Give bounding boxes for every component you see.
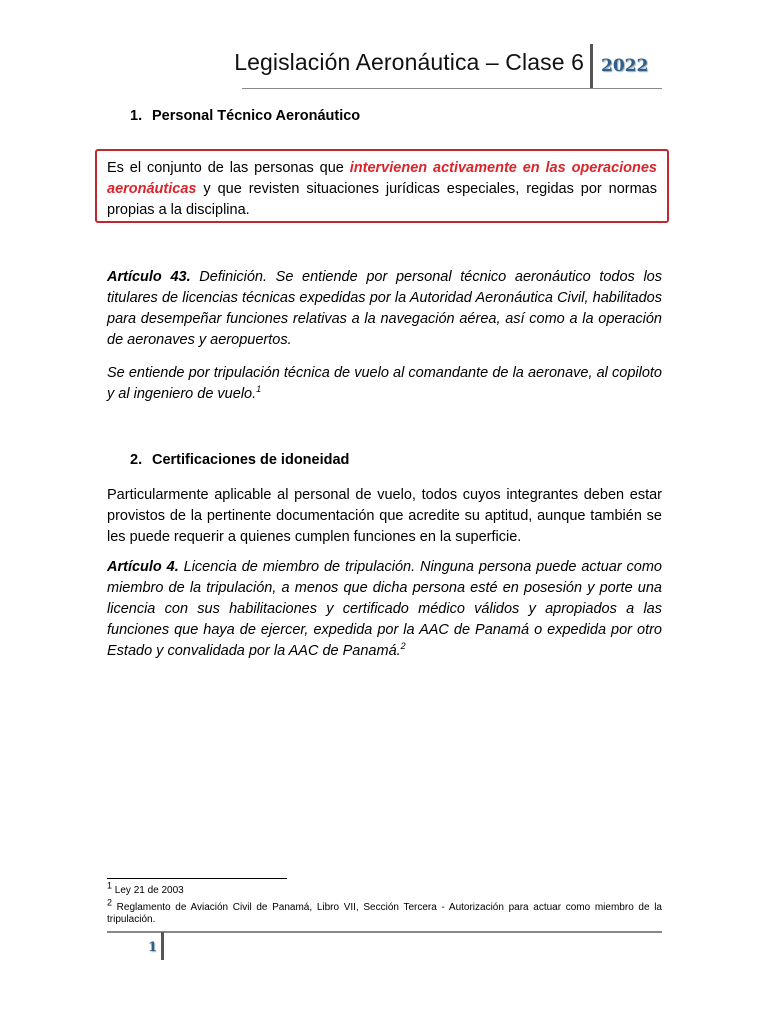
crew-text: Se entiende por tripulación técnica de vuelo al comandante de la aeronave, al copiloto y al ingeniero de vuelo. (107, 365, 662, 402)
section-number: 1. (130, 108, 143, 124)
idoneidad-paragraph: Particularmente aplicable al personal de vuelo, todos cuyos integrantes deben estar provistos de la pertinente documentación que acredite su aptitud, aunque también se les puede requerir a quienes cumplen funciones en la superficie. (107, 487, 662, 545)
section-number: 2. (130, 452, 143, 468)
definition-text-before: Es el conjunto de las personas que (107, 160, 350, 176)
article-43-text: Definición. Se entiende por personal técnico aeronáutico todos los titulares de licencias técnicas expedidas por la Autoridad Aeronáutica Civil, habilitados para desempeñar funciones relativas a la navegación aérea, así como a la operación de aeronaves y aeropuertos. (107, 269, 662, 348)
section-title: Personal Técnico Aeronáutico (152, 108, 361, 124)
footer-divider (161, 932, 164, 960)
section-heading-2 (130, 452, 349, 468)
article-43-paragraph (107, 267, 662, 351)
header-year: 2022 (601, 56, 649, 76)
section-title: Certificaciones de idoneidad (152, 452, 350, 468)
footer-rule (107, 931, 662, 933)
article-4-paragraph (107, 557, 662, 662)
document-header-title: Legislación Aeronáutica – Clase 6 (234, 49, 584, 75)
definition-text-after: y que revisten situaciones jurídicas especiales, regidas por normas propias a la disciplina. (107, 181, 657, 218)
footnote-ref-2[interactable]: 2 (400, 641, 406, 652)
footnote-marker: 1 (107, 880, 113, 891)
footnote-text: Reglamento de Aviación Civil de Panamá, Libro VII, Sección Tercera - Autorización para actuar como miembro de la tripulación. (107, 902, 662, 925)
page-number: 1 (148, 940, 158, 955)
footnote-ref-1[interactable]: 1 (256, 384, 262, 395)
definition-highlight: intervienen activamente en las operaciones aeronáuticas (107, 160, 658, 197)
footnote-separator (107, 878, 287, 879)
header-divider (590, 44, 593, 88)
section-heading-1 (130, 108, 360, 124)
footnote-text: Ley 21 de 2003 (112, 885, 184, 896)
article-4-text: Licencia de miembro de tripulación. Ninguna persona puede actuar como miembro de la tripulación, a menos que dicha persona esté en posesión y porte una licencia con sus habilitaciones y certificado médico válidos y apropiados a las funciones que haya de ejercer, expedida por la AAC de Panamá o expedida por otro Estado y convalidada por la AAC de Panamá. (107, 559, 662, 659)
footnote-1 (107, 880, 662, 897)
footnote-marker: 2 (107, 897, 113, 908)
article-43-label: Artículo 43. (107, 269, 191, 285)
definition-box (95, 149, 669, 223)
crew-paragraph (107, 363, 662, 405)
footnote-2 (107, 897, 662, 926)
header-rule (242, 88, 662, 89)
article-4-label: Artículo 4. (107, 559, 179, 575)
